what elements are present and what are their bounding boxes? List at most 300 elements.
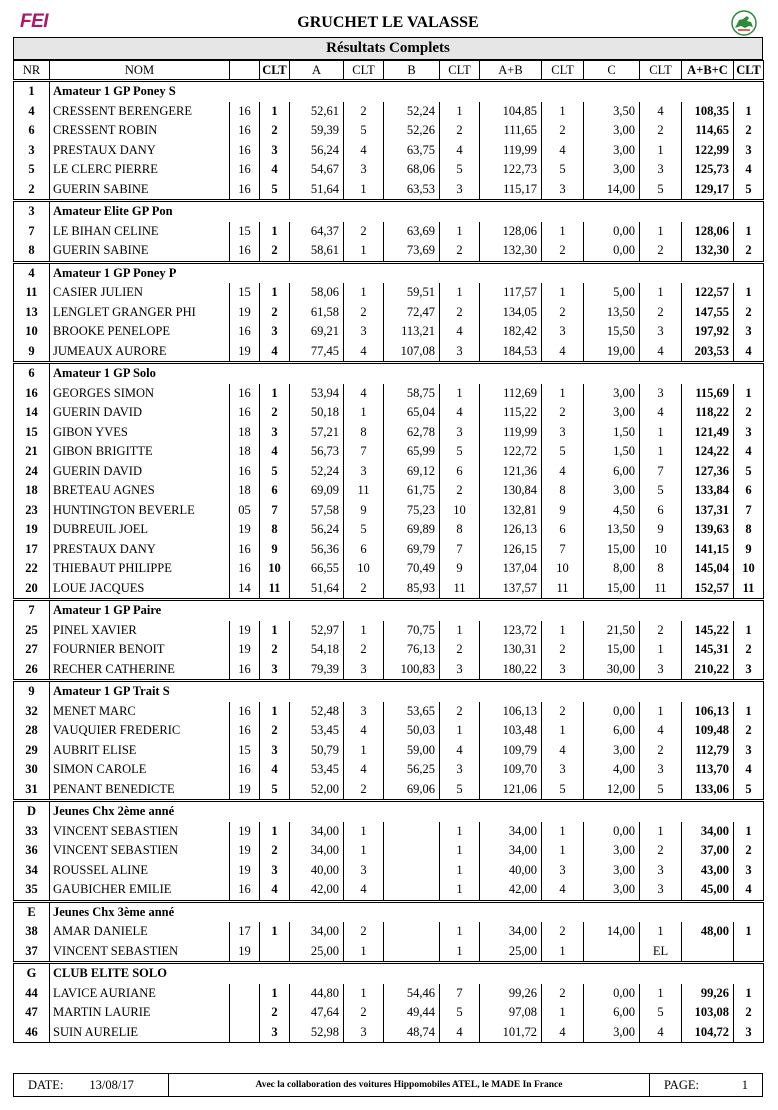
age: 19: [230, 621, 260, 641]
rank-b: 3: [440, 342, 480, 363]
rank-ab: 8: [542, 481, 584, 501]
rank-ab: 5: [542, 160, 584, 180]
score-c: 3,50: [584, 102, 640, 122]
bib-number: 13: [14, 303, 50, 323]
bib-number: 20: [14, 579, 50, 600]
score-ab: 137,04: [480, 559, 542, 579]
rank-ab: 3: [542, 760, 584, 780]
bib-number: 16: [14, 384, 50, 404]
group-header-row: [14, 801, 764, 822]
score-ab: 132,30: [480, 241, 542, 262]
table-row: [14, 160, 764, 180]
rank-b: 2: [440, 481, 480, 501]
score-c: 15,00: [584, 540, 640, 560]
rank-clt: 3: [260, 1023, 290, 1043]
rank-a: 11: [344, 481, 384, 501]
total-abc: 145,04: [682, 559, 734, 579]
rank-a: 8: [344, 423, 384, 443]
rank-clt: 9: [260, 540, 290, 560]
rank-clt: 3: [260, 660, 290, 681]
score-a: 40,00: [290, 861, 344, 881]
score-b: [384, 861, 440, 881]
score-a: 52,98: [290, 1023, 344, 1043]
score-b: 63,75: [384, 141, 440, 161]
total-abc: 145,22: [682, 621, 734, 641]
score-c: 0,00: [584, 702, 640, 722]
score-ab: 119,99: [480, 141, 542, 161]
bib-number: 2: [14, 180, 50, 201]
group-header-row: [14, 901, 764, 922]
rank-c: 4: [640, 102, 682, 122]
rank-a: 2: [344, 640, 384, 660]
rank-c: 1: [640, 984, 682, 1004]
final-rank: 1: [734, 702, 764, 722]
rank-ab: 4: [542, 1023, 584, 1043]
rider-name: GAUBICHER EMILIE: [50, 880, 230, 901]
rank-clt: 4: [260, 760, 290, 780]
group-number: 4: [14, 262, 50, 283]
bib-number: 11: [14, 283, 50, 303]
age: 15: [230, 741, 260, 761]
age: 16: [230, 660, 260, 681]
total-abc: 124,22: [682, 442, 734, 462]
table-row: [14, 942, 764, 963]
age: 16: [230, 540, 260, 560]
rank-a: 6: [344, 540, 384, 560]
rank-b: 1: [440, 942, 480, 963]
rank-ab: 7: [542, 540, 584, 560]
rank-c: 6: [640, 501, 682, 521]
rider-name: LENGLET GRANGER PHI: [50, 303, 230, 323]
table-row: [14, 640, 764, 660]
score-b: 50,03: [384, 721, 440, 741]
score-a: 52,61: [290, 102, 344, 122]
score-c: 13,50: [584, 520, 640, 540]
rank-c: 2: [640, 121, 682, 141]
page-subtitle: Résultats Complets: [13, 38, 763, 60]
score-b: 58,75: [384, 384, 440, 404]
rank-clt: 1: [260, 384, 290, 404]
age: 15: [230, 222, 260, 242]
score-c: 3,00: [584, 741, 640, 761]
final-rank: [734, 942, 764, 963]
bib-number: 9: [14, 342, 50, 363]
rank-a: 1: [344, 741, 384, 761]
score-c: 3,00: [584, 841, 640, 861]
col-header: CLT: [542, 61, 584, 81]
rider-name: VINCENT SEBASTIEN: [50, 822, 230, 842]
age: 19: [230, 822, 260, 842]
bib-number: 25: [14, 621, 50, 641]
table-row: [14, 702, 764, 722]
score-c: 1,50: [584, 442, 640, 462]
score-a: 57,21: [290, 423, 344, 443]
final-rank: 9: [734, 540, 764, 560]
score-ab: 106,13: [480, 702, 542, 722]
score-a: 69,21: [290, 322, 344, 342]
rank-clt: 3: [260, 322, 290, 342]
rank-c: 1: [640, 702, 682, 722]
bib-number: 3: [14, 141, 50, 161]
rank-c: 3: [640, 660, 682, 681]
rank-c: 2: [640, 741, 682, 761]
rank-b: 4: [440, 1023, 480, 1043]
score-c: 3,00: [584, 160, 640, 180]
rank-a: 1: [344, 822, 384, 842]
rank-b: 2: [440, 640, 480, 660]
rank-ab: 1: [542, 841, 584, 861]
score-b: 100,83: [384, 660, 440, 681]
score-a: 34,00: [290, 922, 344, 942]
score-a: 34,00: [290, 841, 344, 861]
score-c: 6,00: [584, 721, 640, 741]
bib-number: 30: [14, 760, 50, 780]
rank-c: 2: [640, 303, 682, 323]
rider-name: LAVICE AURIANE: [50, 984, 230, 1004]
rider-name: LE CLERC PIERRE: [50, 160, 230, 180]
rank-clt: 4: [260, 342, 290, 363]
group-number: E: [14, 901, 50, 922]
age: 16: [230, 121, 260, 141]
score-ab: 109,79: [480, 741, 542, 761]
rank-b: 1: [440, 721, 480, 741]
rank-clt: 3: [260, 141, 290, 161]
rank-b: 1: [440, 861, 480, 881]
rank-b: 9: [440, 559, 480, 579]
rank-clt: 5: [260, 180, 290, 201]
total-abc: 121,49: [682, 423, 734, 443]
score-c: 14,00: [584, 180, 640, 201]
score-ab: 97,08: [480, 1003, 542, 1023]
score-c: 8,00: [584, 559, 640, 579]
score-ab: 126,13: [480, 520, 542, 540]
col-header: CLT: [344, 61, 384, 81]
age: 16: [230, 462, 260, 482]
rank-a: 3: [344, 702, 384, 722]
bib-number: 23: [14, 501, 50, 521]
age: [230, 1003, 260, 1023]
date-value: 13/08/17: [89, 1077, 134, 1092]
score-b: 70,49: [384, 559, 440, 579]
score-ab: 99,26: [480, 984, 542, 1004]
rank-b: 1: [440, 621, 480, 641]
rank-b: 7: [440, 540, 480, 560]
rank-b: 5: [440, 160, 480, 180]
total-abc: 99,26: [682, 984, 734, 1004]
rank-a: 2: [344, 1003, 384, 1023]
score-c: 21,50: [584, 621, 640, 641]
age: 16: [230, 241, 260, 262]
age: 16: [230, 559, 260, 579]
final-rank: 3: [734, 660, 764, 681]
rank-ab: 3: [542, 322, 584, 342]
rank-clt: 7: [260, 501, 290, 521]
group-header-row: [14, 681, 764, 702]
score-a: 54,18: [290, 640, 344, 660]
rank-c: 4: [640, 721, 682, 741]
score-c: 15,00: [584, 579, 640, 600]
total-abc: 115,69: [682, 384, 734, 404]
footer-bar: [13, 1073, 763, 1097]
bib-number: 6: [14, 121, 50, 141]
total-abc: 45,00: [682, 880, 734, 901]
table-row: [14, 540, 764, 560]
rank-c: 4: [640, 342, 682, 363]
bib-number: 14: [14, 403, 50, 423]
bib-number: 15: [14, 423, 50, 443]
total-abc: 133,06: [682, 780, 734, 801]
table-row: [14, 861, 764, 881]
score-b: 69,89: [384, 520, 440, 540]
score-a: 52,00: [290, 780, 344, 801]
rank-ab: 2: [542, 303, 584, 323]
bib-number: 10: [14, 322, 50, 342]
score-ab: 121,36: [480, 462, 542, 482]
score-b: 61,75: [384, 481, 440, 501]
table-row: [14, 1003, 764, 1023]
rank-ab: 2: [542, 640, 584, 660]
score-a: 56,24: [290, 520, 344, 540]
score-a: 52,97: [290, 621, 344, 641]
rider-name: BRETEAU AGNES: [50, 481, 230, 501]
rank-b: 4: [440, 322, 480, 342]
total-abc: 37,00: [682, 841, 734, 861]
score-b: 52,24: [384, 102, 440, 122]
rider-name: BROOKE PENELOPE: [50, 322, 230, 342]
rank-c: 1: [640, 640, 682, 660]
score-b: 63,69: [384, 222, 440, 242]
rank-c: 3: [640, 384, 682, 404]
fei-logo: FEI: [20, 11, 49, 32]
score-a: 56,36: [290, 540, 344, 560]
score-ab: 122,73: [480, 160, 542, 180]
bib-number: 36: [14, 841, 50, 861]
total-abc: 103,08: [682, 1003, 734, 1023]
final-rank: 2: [734, 1003, 764, 1023]
rank-ab: 2: [542, 702, 584, 722]
age: 16: [230, 721, 260, 741]
final-rank: 1: [734, 621, 764, 641]
col-header: CLT: [640, 61, 682, 81]
rank-a: 3: [344, 660, 384, 681]
rank-clt: 3: [260, 741, 290, 761]
age: 16: [230, 322, 260, 342]
rank-a: 4: [344, 342, 384, 363]
score-ab: 119,99: [480, 423, 542, 443]
rider-name: PENANT BENEDICTE: [50, 780, 230, 801]
score-a: 59,39: [290, 121, 344, 141]
score-ab: 182,42: [480, 322, 542, 342]
age: 19: [230, 520, 260, 540]
score-b: [384, 841, 440, 861]
total-abc: [682, 942, 734, 963]
age: 16: [230, 760, 260, 780]
score-c: 0,00: [584, 241, 640, 262]
rider-name: SIMON CAROLE: [50, 760, 230, 780]
rank-ab: 4: [542, 462, 584, 482]
score-b: 69,06: [384, 780, 440, 801]
bib-number: 46: [14, 1023, 50, 1043]
rank-b: 4: [440, 403, 480, 423]
score-a: 57,58: [290, 501, 344, 521]
rank-ab: 3: [542, 861, 584, 881]
table-row: [14, 559, 764, 579]
rank-clt: 1: [260, 283, 290, 303]
score-a: 42,00: [290, 880, 344, 901]
column-header-row: [14, 61, 764, 81]
age: 14: [230, 579, 260, 600]
score-a: 56,24: [290, 141, 344, 161]
rank-a: 1: [344, 841, 384, 861]
total-abc: 197,92: [682, 322, 734, 342]
rider-name: VINCENT SEBASTIEN: [50, 841, 230, 861]
score-b: 75,23: [384, 501, 440, 521]
bib-number: 18: [14, 481, 50, 501]
rank-clt: 2: [260, 241, 290, 262]
score-c: 5,00: [584, 283, 640, 303]
horse-logo-icon: [729, 10, 759, 36]
age: 19: [230, 640, 260, 660]
group-number: 3: [14, 201, 50, 222]
rank-b: 5: [440, 780, 480, 801]
score-b: 52,26: [384, 121, 440, 141]
total-abc: 141,15: [682, 540, 734, 560]
rank-clt: 1: [260, 621, 290, 641]
group-title: Amateur 1 GP Poney P: [50, 262, 764, 283]
rank-c: 2: [640, 621, 682, 641]
age: 16: [230, 384, 260, 404]
final-rank: 3: [734, 1023, 764, 1043]
group-number: D: [14, 801, 50, 822]
score-c: 3,00: [584, 1023, 640, 1043]
score-a: 44,80: [290, 984, 344, 1004]
table-row: [14, 1023, 764, 1043]
score-c: 4,00: [584, 760, 640, 780]
total-abc: 108,35: [682, 102, 734, 122]
rank-c: 10: [640, 540, 682, 560]
table-row: [14, 241, 764, 262]
final-rank: 4: [734, 880, 764, 901]
rank-b: 4: [440, 741, 480, 761]
page-label: PAGE:: [664, 1077, 699, 1092]
age: 16: [230, 403, 260, 423]
score-c: 1,50: [584, 423, 640, 443]
rank-c: 8: [640, 559, 682, 579]
table-row: [14, 423, 764, 443]
score-b: 70,75: [384, 621, 440, 641]
rank-a: 1: [344, 283, 384, 303]
score-b: [384, 880, 440, 901]
rank-a: 1: [344, 621, 384, 641]
table-row: [14, 222, 764, 242]
table-row: [14, 141, 764, 161]
final-rank: 4: [734, 342, 764, 363]
rank-b: 10: [440, 501, 480, 521]
bib-number: 38: [14, 922, 50, 942]
rank-c: 4: [640, 1023, 682, 1043]
rank-clt: 4: [260, 880, 290, 901]
final-rank: 1: [734, 822, 764, 842]
table-row: [14, 579, 764, 600]
rank-b: 4: [440, 141, 480, 161]
total-abc: 113,70: [682, 760, 734, 780]
score-a: 58,06: [290, 283, 344, 303]
rider-name: ROUSSEL ALINE: [50, 861, 230, 881]
rank-ab: 1: [542, 384, 584, 404]
rank-a: 1: [344, 241, 384, 262]
rank-b: 3: [440, 660, 480, 681]
score-a: 51,64: [290, 180, 344, 201]
rider-name: AMAR DANIELE: [50, 922, 230, 942]
score-c: 14,00: [584, 922, 640, 942]
event-title: GRUCHET LE VALASSE: [297, 14, 479, 31]
rank-clt: 2: [260, 403, 290, 423]
rider-name: GUERIN DAVID: [50, 462, 230, 482]
total-abc: 122,57: [682, 283, 734, 303]
rank-clt: 1: [260, 822, 290, 842]
score-b: 62,78: [384, 423, 440, 443]
rank-ab: 5: [542, 780, 584, 801]
results-sheet: [13, 10, 763, 1043]
final-rank: 10: [734, 559, 764, 579]
table-row: [14, 822, 764, 842]
age: [230, 984, 260, 1004]
score-a: 52,48: [290, 702, 344, 722]
score-b: [384, 942, 440, 963]
rank-c: 1: [640, 822, 682, 842]
age: 18: [230, 481, 260, 501]
col-header: B: [384, 61, 440, 81]
total-abc: 109,48: [682, 721, 734, 741]
score-ab: 121,06: [480, 780, 542, 801]
page-number: 1: [741, 1077, 748, 1092]
bib-number: 34: [14, 861, 50, 881]
rank-c: 5: [640, 481, 682, 501]
final-rank: 6: [734, 481, 764, 501]
rank-ab: 1: [542, 621, 584, 641]
group-title: Jeunes Chx 2ème anné: [50, 801, 764, 822]
rank-ab: 2: [542, 403, 584, 423]
age: 19: [230, 861, 260, 881]
age: [230, 1023, 260, 1043]
group-header-row: [14, 363, 764, 384]
score-ab: 109,70: [480, 760, 542, 780]
bib-number: 33: [14, 822, 50, 842]
score-ab: 115,17: [480, 180, 542, 201]
rank-b: 11: [440, 579, 480, 600]
rank-clt: 2: [260, 721, 290, 741]
rider-name: VINCENT SEBASTIEN: [50, 942, 230, 963]
final-rank: 11: [734, 579, 764, 600]
rank-ab: 1: [542, 721, 584, 741]
rank-b: 3: [440, 760, 480, 780]
rider-name: DUBREUIL JOEL: [50, 520, 230, 540]
score-ab: 134,05: [480, 303, 542, 323]
score-c: 19,00: [584, 342, 640, 363]
header-bar: [13, 10, 763, 38]
rider-name: GEORGES SIMON: [50, 384, 230, 404]
group-number: 6: [14, 363, 50, 384]
rank-ab: 1: [542, 1003, 584, 1023]
table-row: [14, 841, 764, 861]
rank-c: 3: [640, 760, 682, 780]
rank-clt: 1: [260, 922, 290, 942]
table-row: [14, 384, 764, 404]
rank-ab: 2: [542, 984, 584, 1004]
score-c: 12,00: [584, 780, 640, 801]
rank-ab: 1: [542, 942, 584, 963]
bib-number: 24: [14, 462, 50, 482]
